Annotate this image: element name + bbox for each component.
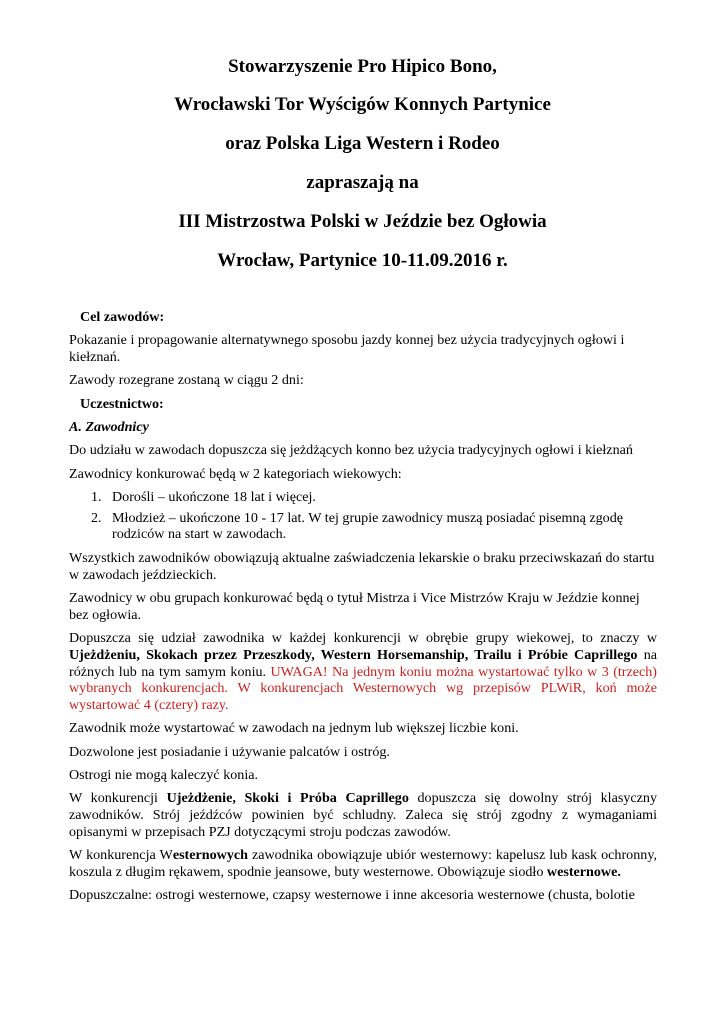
- western-attire-c: zawodnika obowiązuje ubiór westernowy: kapelusz lub kask ochronny, koszula z długim rękawem, spodnie jeansowe, buty westernowe. Obowiązuje siodło: [69, 847, 657, 881]
- participants-heading: Uczestnictwo:: [80, 395, 164, 412]
- horses-count-text: Zawodnik może wystartować w zawodach na jednym lub większej liczbie koni.: [69, 720, 519, 737]
- title-line-place-date: Wrocław, Partynice 10-11.09.2016 r.: [217, 250, 508, 271]
- western-attire-bold: esternowych: [172, 847, 248, 864]
- list-item: [69, 489, 657, 506]
- categories-intro: Zawodnicy konkurować będą w 2 kategoriach wiekowych:: [69, 465, 402, 482]
- list-item-text: Dorośli – ukończone 18 lat i więcej.: [112, 488, 316, 505]
- title-line-league: oraz Polska Liga Western i Rodeo: [225, 133, 500, 154]
- list-number: 1.: [91, 488, 102, 505]
- list-number: 2.: [91, 509, 102, 526]
- whips-spurs-text: Dozwolone jest posiadanie i używanie palcatów i ostróg.: [69, 743, 390, 760]
- title-line-invite: zapraszają na: [306, 172, 419, 193]
- list-item-text: Młodzież – ukończone 10 - 17 lat. W tej grupie zawodnicy muszą posiadać pisemną zgodę rodziców na start w zawodach.: [112, 509, 624, 543]
- medical-text: Wszystkich zawodników obowiązują aktualne zaświadczenia lekarskie o braku przeciwskazań do startu w zawodach jeździeckich.: [69, 549, 655, 583]
- title-line-organizer: Stowarzyszenie Pro Hipico Bono,: [228, 56, 497, 77]
- list-item: [69, 510, 657, 544]
- age-category-list: [69, 489, 657, 543]
- spurs-rule-text: Ostrogi nie mogą kaleczyć konia.: [69, 767, 259, 784]
- competitions-list-bold: Ujeżdżeniu, Skokach przez Przeszkody, Western Horsemanship, Trailu i Próbie Caprillego: [69, 646, 638, 663]
- classic-attire-bold: Ujeżdżenie, Skoki i Próba Caprillego: [166, 790, 409, 807]
- eligibility-text: Do udziału w zawodach dopuszcza się jeżdżących konno bez użycia tradycyjnych ogłowi i kiełznań: [69, 442, 633, 459]
- title-line-track: Wrocławski Tor Wyścigów Konnych Partynice: [174, 94, 551, 115]
- classic-attire-a: W konkurencji: [69, 790, 167, 807]
- document-body: [69, 309, 657, 911]
- title-award-text: Zawodnicy w obu grupach konkurować będą o tytuł Mistrza i Vice Mistrzów Kraju w Jeździe konnej bez ogłowia.: [69, 589, 640, 623]
- title-line-event: III Mistrzostwa Polski w Jeździe bez Ogłowia: [178, 211, 547, 232]
- western-saddle-bold: westernowe.: [546, 864, 621, 881]
- western-accessories-text: Dopuszczalne: ostrogi westernowe, czapsy westernowe i inne akcesoria westernowe (chusta, bolotie: [69, 887, 635, 904]
- goal-heading: Cel zawodów:: [80, 309, 165, 325]
- classic-attire-paragraph: [69, 790, 657, 840]
- goal-text: Pokazanie i propagowanie alternatywnego sposobu jazdy konnej bez użycia tradycyjnych ogłowi i kiełznań.: [69, 332, 625, 366]
- western-attire-a: W konkurencja W: [69, 847, 173, 864]
- competitions-text-c: na różnych lub na tym samym koniu.: [69, 646, 657, 680]
- western-attire-paragraph: [69, 847, 657, 881]
- competitions-paragraph: [69, 630, 657, 714]
- warning-text: UWAGA! Na jednym koniu można wystartować tylko w 3 (trzech) wybranych konkurencjach. W konkurencjach Westernowych wg przepisów PLWiR, koń może wystartować 4 (cztery) razy.: [69, 663, 658, 714]
- classic-attire-c: dopuszcza się dowolny strój klasyczny zawodników. Strój jeźdźców powinien być schludny. Zaleca się strój zgodny z wymaganiami opisanymi w przepisach PZJ dotyczącymi stroju podczas zawodów.: [69, 790, 657, 840]
- days-text: Zawody rozegrane zostaną w ciągu 2 dni:: [69, 372, 304, 389]
- competitions-text-a: Dopuszcza się udział zawodnika w każdej konkurencji w obrębie grupy wiekowej, to znaczy w: [69, 629, 657, 646]
- riders-subheading: A. Zawodnicy: [69, 418, 149, 435]
